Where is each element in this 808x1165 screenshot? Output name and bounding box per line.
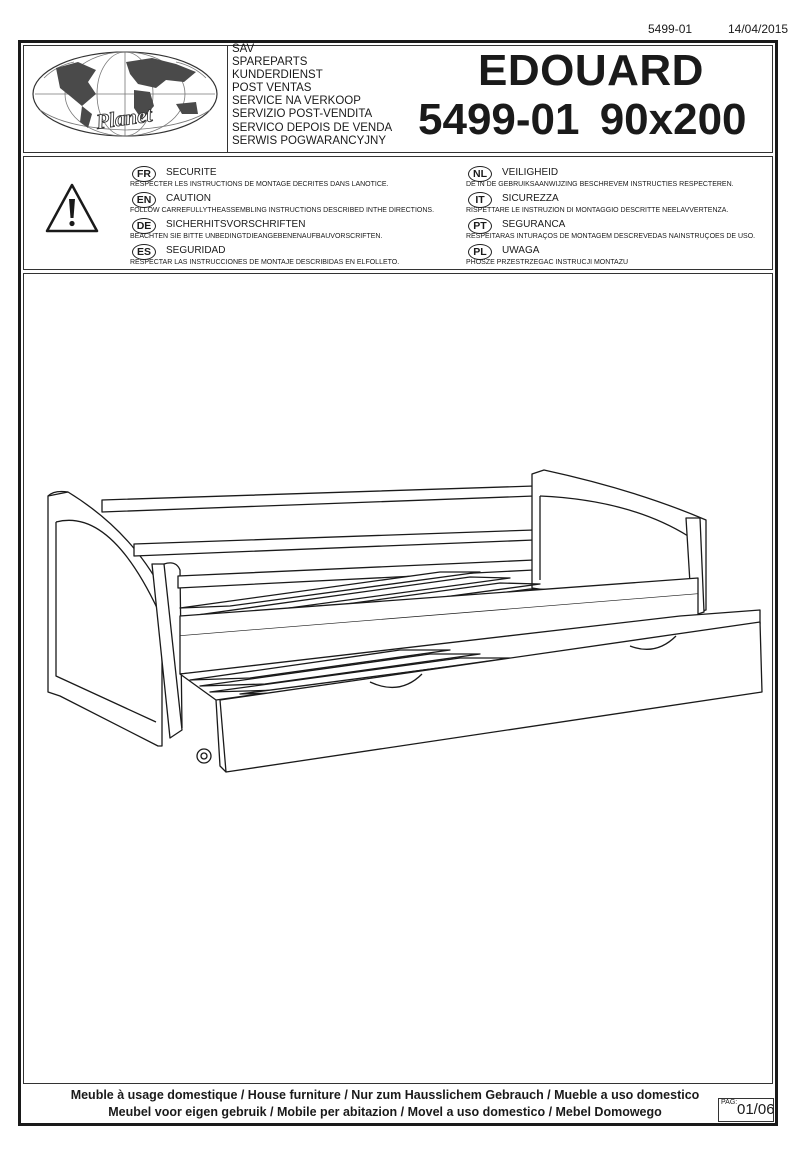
safety-text: RISPETTARE LE INSTRUZION DI MONTAGGIO DESCRITTE NEELAVVERTENZA. <box>466 207 729 214</box>
language-badge: DE <box>132 218 156 234</box>
safety-text: RESPECTAR LAS INSTRUCCIONES DE MONTAJE DESCRIBIDAS EN ELFOLLETO. <box>130 259 400 266</box>
language-badge: IT <box>468 192 492 208</box>
service-list <box>232 43 392 148</box>
logo-text: Planet <box>94 102 154 134</box>
safety-text: FOLLOW CARREFULLYTHEASSEMBLING INSTRUCTIONS DESCRIBED INTHE DIRECTIONS. <box>130 207 435 214</box>
service-line: KUNDERDIENST <box>232 69 323 82</box>
safety-text: DE IN DE GEBRUIKSAANWIJZING BESCHREVEM INSTRUCTIES RESPECTEREN. <box>466 181 734 188</box>
page-label: PAG: <box>721 1099 738 1106</box>
warning-triangle-icon <box>44 182 100 234</box>
service-line: SERVICO DEPOIS DE VENDA <box>232 121 393 134</box>
safety-text: BEACHTEN SIE BITTE UNBEDINGTDIEANGEBENENAUFBAUVORSCRIFTEN. <box>130 233 383 240</box>
service-line: SERVIZIO POST-VENDITA <box>232 108 373 121</box>
document-code: 5499-01 <box>648 22 693 36</box>
service-line: SERVICE NA VERKOOP <box>232 95 361 108</box>
service-line: SAV <box>232 43 255 55</box>
safety-title: SEGURIDAD <box>166 245 226 256</box>
service-line: SPAREPARTS <box>232 56 308 69</box>
service-line: POST VENTAS <box>232 82 312 95</box>
safety-text: RESPECTER LES INSTRUCTIONS DE MONTAGE DECRITES DANS LANOTICE. <box>130 181 389 188</box>
safety-title: SICUREZZA <box>502 193 559 204</box>
document-date: 14/04/2015 <box>728 22 789 36</box>
language-badge: FR <box>132 166 156 182</box>
daybed-illustration <box>40 460 770 780</box>
language-badge: EN <box>132 192 156 208</box>
safety-text: RESPEITARAS INTURAÇOS DE MONTAGEM DESCREVEDAS NAINSTRUÇOES DE USO. <box>466 233 756 240</box>
footer-usage-line-2: Meubel voor eigen gebruik / Mobile per abitazion / Movel a uso domestico / Mebel Domowego <box>108 1105 662 1119</box>
product-name: EDOUARD <box>478 46 704 95</box>
product-code: 5499-01 90x200 <box>418 95 747 144</box>
safety-text: PHOSZE PRZESTRZEGAC INSTRUCJI MONTAZU <box>466 259 629 266</box>
page-number: 01/06 <box>737 1101 775 1118</box>
safety-title: CAUTION <box>166 193 211 204</box>
safety-title: UWAGA <box>502 245 540 256</box>
language-badge: PT <box>468 218 492 234</box>
footer-usage-line-1: Meuble à usage domestique / House furniture / Nur zum Hausslichem Gebrauch / Mueble a uso domestico <box>70 1088 700 1102</box>
safety-title: SEGURANCA <box>502 219 566 230</box>
planet-logo <box>26 48 224 148</box>
safety-title: SICHERHITSVORSCHRIFTEN <box>166 219 306 230</box>
language-badge: ES <box>132 244 156 260</box>
safety-title: VEILIGHEID <box>502 167 559 178</box>
language-badge: PL <box>468 244 492 260</box>
language-badge: NL <box>468 166 492 182</box>
safety-title: SECURITE <box>166 167 217 178</box>
header-divider <box>227 45 228 153</box>
service-line: SERWIS POGWARANCYJNY <box>232 134 386 147</box>
